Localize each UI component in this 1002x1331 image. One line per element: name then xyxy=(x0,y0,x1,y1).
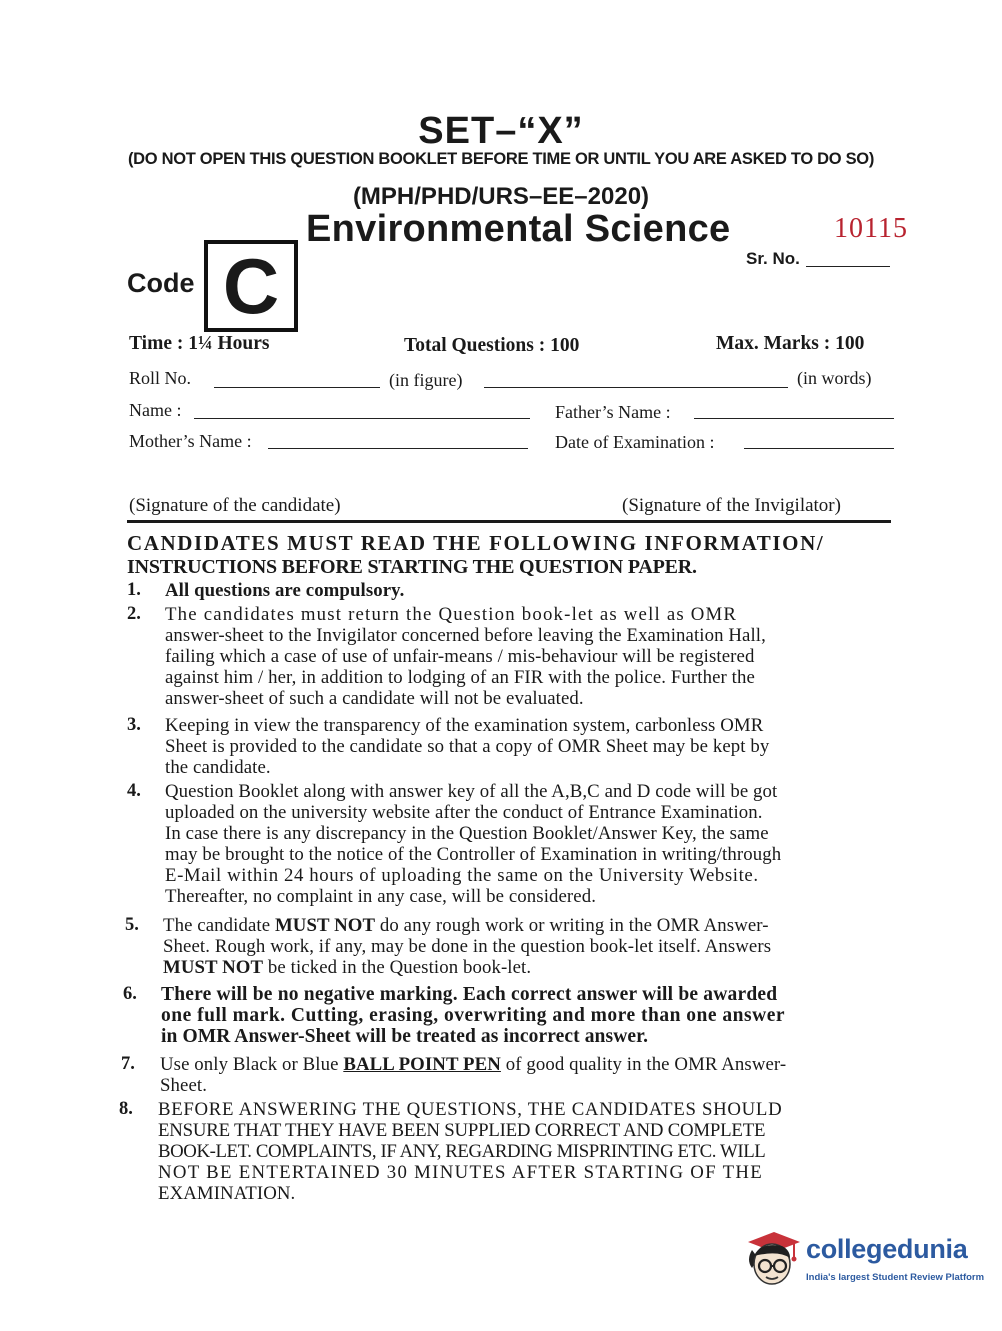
instruction-line: In case there is any discrepancy in the Question Booklet/Answer Key, the same xyxy=(165,823,769,844)
instruction-line: answer-sheet to the Invigilator concerned before leaving the Examination Hall, xyxy=(165,625,766,646)
serial-number-label: Sr. No. xyxy=(746,249,800,268)
instruction-line: NOT BE ENTERTAINED 30 MINUTES AFTER STARTING OF THE xyxy=(158,1162,763,1183)
roll-no-words-field[interactable] xyxy=(484,387,788,388)
code-letter: C xyxy=(222,242,280,330)
instruction-5 xyxy=(163,915,908,979)
instruction-line: The candidates must return the Question book-let as well as OMR xyxy=(165,604,738,625)
instruction-7 xyxy=(160,1054,910,1097)
instruction-3 xyxy=(165,715,900,779)
fathers-name-field[interactable] xyxy=(694,418,894,419)
collegedunia-wordmark: collegedunia xyxy=(806,1234,968,1264)
instruction-line: ENSURE THAT THEY HAVE BEEN SUPPLIED CORRECT AND COMPLETE xyxy=(158,1120,766,1141)
code-label: Code xyxy=(127,268,195,298)
instruction-line: Thereafter, no complaint in any case, will be considered. xyxy=(165,886,597,907)
exam-code: (MPH/PHD/URS–EE–2020) xyxy=(352,183,650,210)
emphasis-text: MUST NOT xyxy=(274,915,376,936)
instructions-heading-line-2: INSTRUCTIONS BEFORE STARTING THE QUESTION PAPER. xyxy=(127,556,697,578)
instruction-text: The candidate xyxy=(163,915,275,936)
invigilator-signature-label: (Signature of the Invigilator) xyxy=(622,495,841,516)
serial-number: 10115 xyxy=(834,213,908,244)
instruction-line: EXAMINATION. xyxy=(158,1183,296,1204)
instruction-number: 2. xyxy=(127,604,141,624)
instruction-6 xyxy=(161,984,911,1048)
candidate-signature-label: (Signature of the candidate) xyxy=(129,495,341,516)
instruction-line: against him / her, in addition to lodging of an FIR with the police. Further the xyxy=(165,667,755,688)
date-of-exam-label: Date of Examination : xyxy=(555,432,715,452)
instruction-line: failing which a case of use of unfair-means / mis-behaviour will be registered xyxy=(165,646,755,667)
in-figure-label: (in figure) xyxy=(389,370,463,390)
instruction-line: BOOK-LET. COMPLAINTS, IF ANY, REGARDING MISPRINTING ETC. WILL xyxy=(158,1141,766,1162)
instruction-line: There will be no negative marking. Each correct answer will be awarded xyxy=(161,984,778,1005)
max-marks: Max. Marks : 100 xyxy=(716,333,865,354)
instruction-8 xyxy=(158,1099,910,1205)
name-label: Name : xyxy=(129,400,182,420)
instruction-line: Sheet is provided to the candidate so that a copy of OMR Sheet may be kept by xyxy=(165,736,770,757)
instruction-number: 1. xyxy=(127,580,141,600)
subject-title: Environmental Science xyxy=(306,208,731,250)
collegedunia-tagline: India's largest Student Review Platform xyxy=(806,1272,985,1283)
collegedunia-logo-icon xyxy=(742,1228,802,1293)
instruction-line: uploaded on the university website after the conduct of Entrance Examination. xyxy=(165,802,763,823)
mothers-name-label: Mother’s Name : xyxy=(129,431,252,451)
instruction-number: 3. xyxy=(127,715,141,735)
instruction-line: Sheet. xyxy=(160,1075,208,1096)
instruction-2 xyxy=(165,604,900,710)
instruction-line: Question Booklet along with answer key of all the A,B,C and D code will be got xyxy=(165,781,778,802)
instruction-line xyxy=(163,915,908,937)
instruction-line: the candidate. xyxy=(165,757,271,778)
instruction-number: 6. xyxy=(123,984,137,1004)
instruction-text: of good quality in the OMR Answer- xyxy=(500,1054,787,1075)
instruction-line xyxy=(160,1054,910,1076)
instruction-line: may be brought to the notice of the Controller of Examination in writing/through xyxy=(165,844,782,865)
roll-no-figure-field[interactable] xyxy=(214,387,380,388)
instruction-line: E-Mail within 24 hours of uploading the same on the University Website. xyxy=(165,865,759,886)
instruction-line: Keeping in view the transparency of the examination system, carbonless OMR xyxy=(165,715,764,736)
do-not-open-warning: (DO NOT OPEN THIS QUESTION BOOKLET BEFORE TIME OR UNTIL YOU ARE ASKED TO DO SO) xyxy=(127,150,875,168)
instruction-number: 5. xyxy=(125,915,139,935)
time-allowed: Time : 1¼ Hours xyxy=(129,333,270,354)
code-box xyxy=(204,240,298,332)
date-of-exam-field[interactable] xyxy=(744,448,894,449)
roll-no-label: Roll No. xyxy=(129,368,192,388)
instruction-text: Use only Black or Blue xyxy=(160,1054,344,1075)
mothers-name-field[interactable] xyxy=(268,448,528,449)
instruction-1: All questions are compulsory. xyxy=(165,580,405,601)
instruction-text: be ticked in the Question book-let. xyxy=(263,957,532,978)
instruction-4 xyxy=(165,781,905,908)
fathers-name-label: Father’s Name : xyxy=(555,402,671,422)
instruction-line: answer-sheet of such a candidate will not be evaluated. xyxy=(165,688,584,709)
instruction-line: in OMR Answer-Sheet will be treated as incorrect answer. xyxy=(161,1026,649,1047)
in-words-label: (in words) xyxy=(797,368,872,388)
instructions-heading: CANDIDATES MUST READ THE FOLLOWING INFORMATION/ xyxy=(127,531,825,555)
emphasis-text: BALL POINT PEN xyxy=(343,1054,501,1075)
instruction-number: 7. xyxy=(121,1054,135,1074)
instruction-line: one full mark. Cutting, erasing, overwriting and more than one answer xyxy=(161,1005,786,1026)
serial-number-line xyxy=(806,266,890,267)
set-title: SET–“X” xyxy=(418,110,584,152)
instruction-text: do any rough work or writing in the OMR Answer- xyxy=(375,915,769,936)
instruction-line: Sheet. Rough work, if any, may be done in the question book-let itself. Answers xyxy=(163,936,772,957)
instruction-line xyxy=(163,957,908,979)
instruction-number: 8. xyxy=(119,1099,133,1119)
total-questions: Total Questions : 100 xyxy=(404,335,580,356)
instruction-line: BEFORE ANSWERING THE QUESTIONS, THE CANDIDATES SHOULD xyxy=(158,1099,783,1120)
emphasis-text: MUST NOT xyxy=(163,957,264,978)
section-divider xyxy=(127,520,891,523)
name-field[interactable] xyxy=(194,418,530,419)
instruction-number: 4. xyxy=(127,781,141,801)
